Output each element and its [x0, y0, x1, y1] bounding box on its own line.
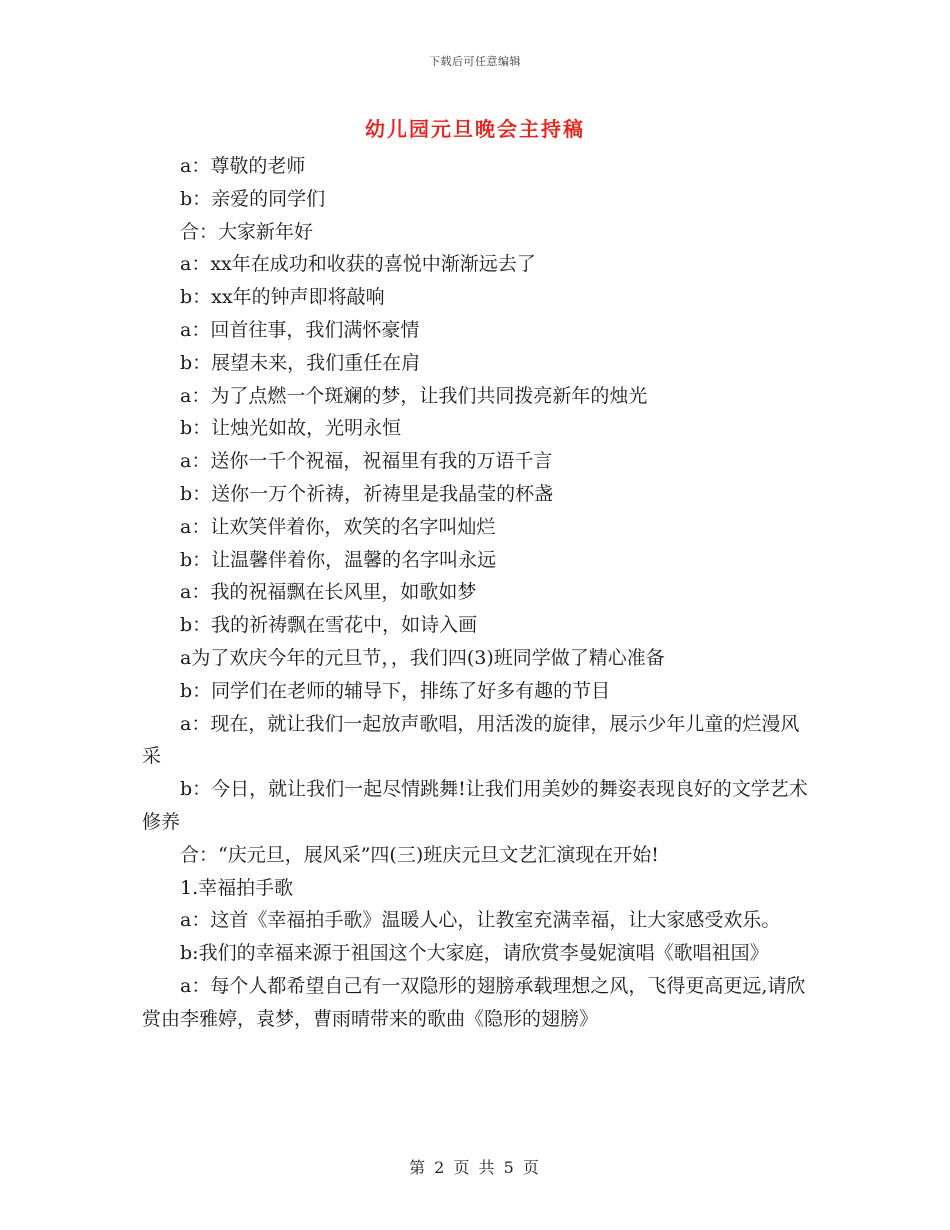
paragraph: b：送你一万个祈祷，祈祷里是我晶莹的杯盏 — [180, 482, 554, 505]
paragraph: a：让欢笑伴着你，欢笑的名字叫灿烂 — [180, 515, 496, 538]
paragraph: b：展望未来，我们重任在肩 — [180, 351, 421, 374]
paragraph: b：xx年的钟声即将敲响 — [180, 286, 385, 309]
paragraph: 1.幸福拍手歌 — [180, 876, 294, 899]
paragraph: a：我的祝福飘在长风里，如歌如梦 — [180, 581, 477, 604]
paragraph: a：现在，就让我们一起放声歌唱，用活泼的旋律，展示少年儿童的烂漫风采 — [142, 712, 800, 768]
header-note: 下载后可任意编辑 — [429, 55, 521, 68]
paragraph: b：亲爱的同学们 — [180, 187, 326, 210]
paragraph: b：今日，就让我们一起尽情跳舞!让我们用美妙的舞姿表现良好的文学艺术修养 — [142, 778, 808, 833]
page-number: 第 2 页 共 5 页 — [409, 1158, 541, 1177]
paragraph: a：尊敬的老师 — [180, 155, 306, 177]
paragraph: a：这首《幸福拍手歌》温暖人心，让教室充满幸福，让大家感受欢乐。 — [180, 909, 781, 932]
paragraph: a：为了点燃一个斑斓的梦，让我们共同拨亮新年的烛光 — [180, 384, 648, 407]
paragraph: a：每个人都希望自己有一双隐形的翅膀承载理想之风，飞得更高更远,请欣赏由李雅婷，袁梦，曹雨晴带来的歌曲《隐形的翅膀》 — [142, 974, 806, 1030]
paragraph: a：xx年在成功和收获的喜悦中渐渐远去了 — [180, 253, 536, 276]
document-body — [142, 150, 810, 1036]
document-title: 幼儿园元旦晚会主持稿 — [365, 117, 585, 141]
paragraph: b：让烛光如故，光明永恒 — [180, 417, 402, 440]
paragraph: a为了欢庆今年的元旦节，，我们四(3)班同学做了精心准备 — [180, 646, 665, 669]
paragraph: b：我的祈祷飘在雪花中，如诗入画 — [180, 614, 478, 637]
paragraph: a：送你一千个祝福，祝福里有我的万语千言 — [180, 450, 553, 473]
paragraph: 合：大家新年好 — [180, 220, 314, 243]
paragraph: 合：“庆元旦，展风采”四(三)班庆元旦文艺汇演现在开始! — [180, 843, 659, 866]
paragraph: a：回首往事，我们满怀豪情 — [180, 318, 420, 341]
paragraph: b:我们的幸福来源于祖国这个大家庭，请欣赏李曼妮演唱《歌唱祖国》 — [180, 942, 769, 965]
paragraph: b：让温馨伴着你，温馨的名字叫永远 — [180, 548, 497, 571]
paragraph: b：同学们在老师的辅导下，排练了好多有趣的节目 — [180, 679, 611, 702]
